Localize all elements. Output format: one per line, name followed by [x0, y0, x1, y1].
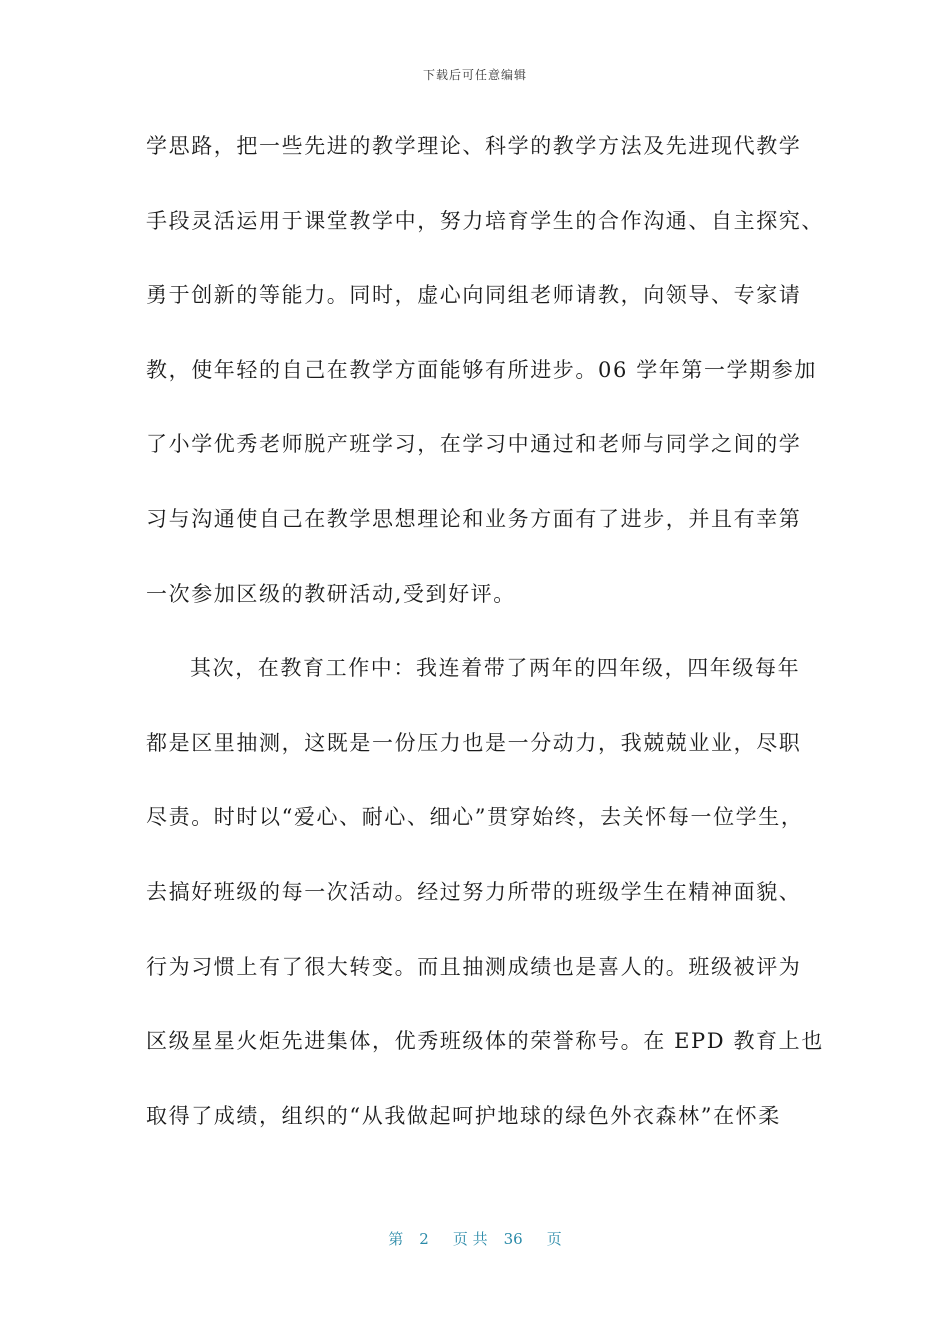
- text-line: 了小学优秀老师脱产班学习，在学习中通过和老师与同学之间的学: [146, 432, 802, 457]
- text-line: 勇于创新的等能力。同时，虚心向同组老师请教，向领导、专家请: [146, 283, 802, 308]
- paragraph-start-line: 其次，在教育工作中：我连着带了两年的四年级，四年级每年: [190, 656, 801, 681]
- text-line: 去搞好班级的每一次活动。经过努力所带的班级学生在精神面貌、: [146, 879, 802, 904]
- text-line: 教，使年轻的自己在教学方面能够有所进步。06 学年第一学期参加: [146, 357, 817, 382]
- text-line: 都是区里抽测，这既是一份压力也是一分动力，我兢兢业业，尽职: [146, 730, 802, 755]
- text-line: 行为习惯上有了很大转变。而且抽测成绩也是喜人的。班级被评为: [146, 954, 802, 979]
- text-line: 尽责。时时以“爱心、耐心、细心”贯穿始终，去关怀每一位学生，: [146, 805, 804, 830]
- text-line: 一次参加区级的教研活动,受到好评。: [146, 581, 516, 606]
- current-page-number: 2: [419, 1230, 429, 1248]
- page-footer: [0, 1228, 950, 1249]
- total-pages-number: 36: [503, 1230, 523, 1248]
- document-body: [146, 122, 824, 1166]
- page-header: 下载后可任意编辑: [422, 68, 527, 82]
- text-line: 学思路，把一些先进的教学理论、科学的教学方法及先进现代教学: [146, 134, 802, 158]
- text-line: 习与沟通使自己在教学思想理论和业务方面有了进步，并且有幸第: [146, 506, 802, 531]
- footer-suffix: 页: [546, 1230, 562, 1248]
- text-line: 手段灵活运用于课堂教学中，努力培育学生的合作沟通、自主探究、: [146, 208, 824, 233]
- text-line: 区级星星火炬先进集体，优秀班级体的荣誉称号。在 EPD 教育上也: [146, 1029, 824, 1054]
- footer-middle: 页 共: [452, 1230, 488, 1248]
- text-line: 取得了成绩，组织的“从我做起呵护地球的绿色外衣森林”在怀柔: [146, 1103, 781, 1128]
- footer-prefix: 第: [388, 1230, 404, 1248]
